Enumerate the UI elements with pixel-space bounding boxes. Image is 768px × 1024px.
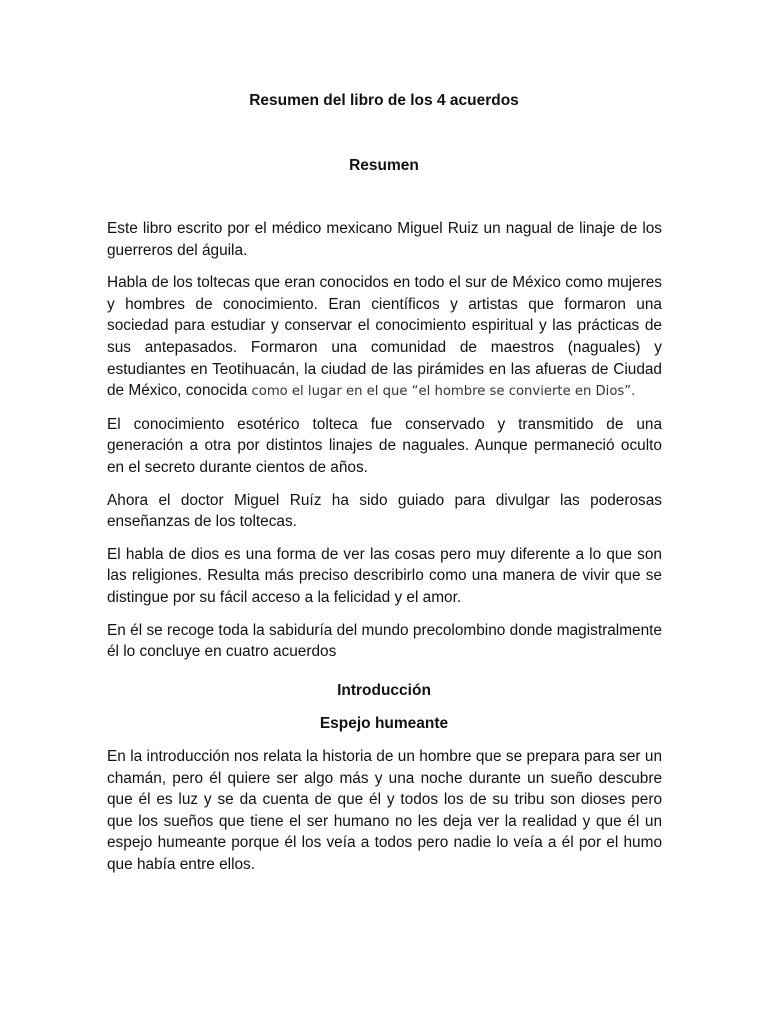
- subheading-espejo-humeante: Espejo humeante: [319, 715, 449, 732]
- paragraph: El habla de dios es una forma de ver las cosas pero muy diferente a lo que son las religiones. Resulta más preciso describirlo como una manera de vivir que se distingue por su fácil acceso a la felicidad y el amor.: [107, 545, 662, 606]
- section-heading-resumen: Resumen: [349, 157, 419, 174]
- paragraph: En la introducción nos relata la historia de un hombre que se prepara para ser un chamán, pero él quiere ser algo más y una noche durante un sueño descubre que él es luz y se da cuenta de que él y todos los de su tribu son dioses pero que los sueños que tiene el ser humano no les deja ver la realidad y que él un espejo humeante porque él los veía a todos pero nadie lo veía a él por el humo que había entre ellos.: [107, 748, 662, 873]
- paragraph-tail: como el lugar en el que “el hombre se convierte en Dios”.: [247, 384, 636, 400]
- paragraph: Este libro escrito por el médico mexicano Miguel Ruiz un nagual de linaje de los guerreros del águila.: [107, 220, 662, 259]
- introduccion-body: [107, 746, 662, 887]
- paragraph: Habla de los toltecas que eran conocidos en todo el sur de México como mujeres y hombres de conocimiento. Eran científicos y artistas que formaron una sociedad para estudiar y conservar el conocimiento espiritual y las prácticas de sus antepasados. Formaron una comunidad de maestros (naguales) y estudiantes en Teotihuacán, la ciudad de las pirámides en las afueras de Ciudad de México, conocida como el lugar en el que “el hombre se convierte en Dios”.: [107, 274, 662, 400]
- paragraph: El conocimiento esotérico tolteca fue conservado y transmitido de una generación a otra por distintos linajes de naguales. Aunque permaneció oculto en el secreto durante cientos de años.: [107, 415, 662, 476]
- resumen-body: [107, 218, 662, 674]
- paragraph: En él se recoge toda la sabiduría del mundo precolombino donde magistralmente él lo concluye en cuatro acuerdos: [107, 621, 662, 661]
- section-heading-introduccion: Introducción: [337, 682, 431, 699]
- paragraph: Ahora el doctor Miguel Ruíz ha sido guiado para divulgar las poderosas enseñanzas de los toltecas.: [107, 491, 662, 531]
- document-title: Resumen del libro de los 4 acuerdos: [249, 92, 519, 109]
